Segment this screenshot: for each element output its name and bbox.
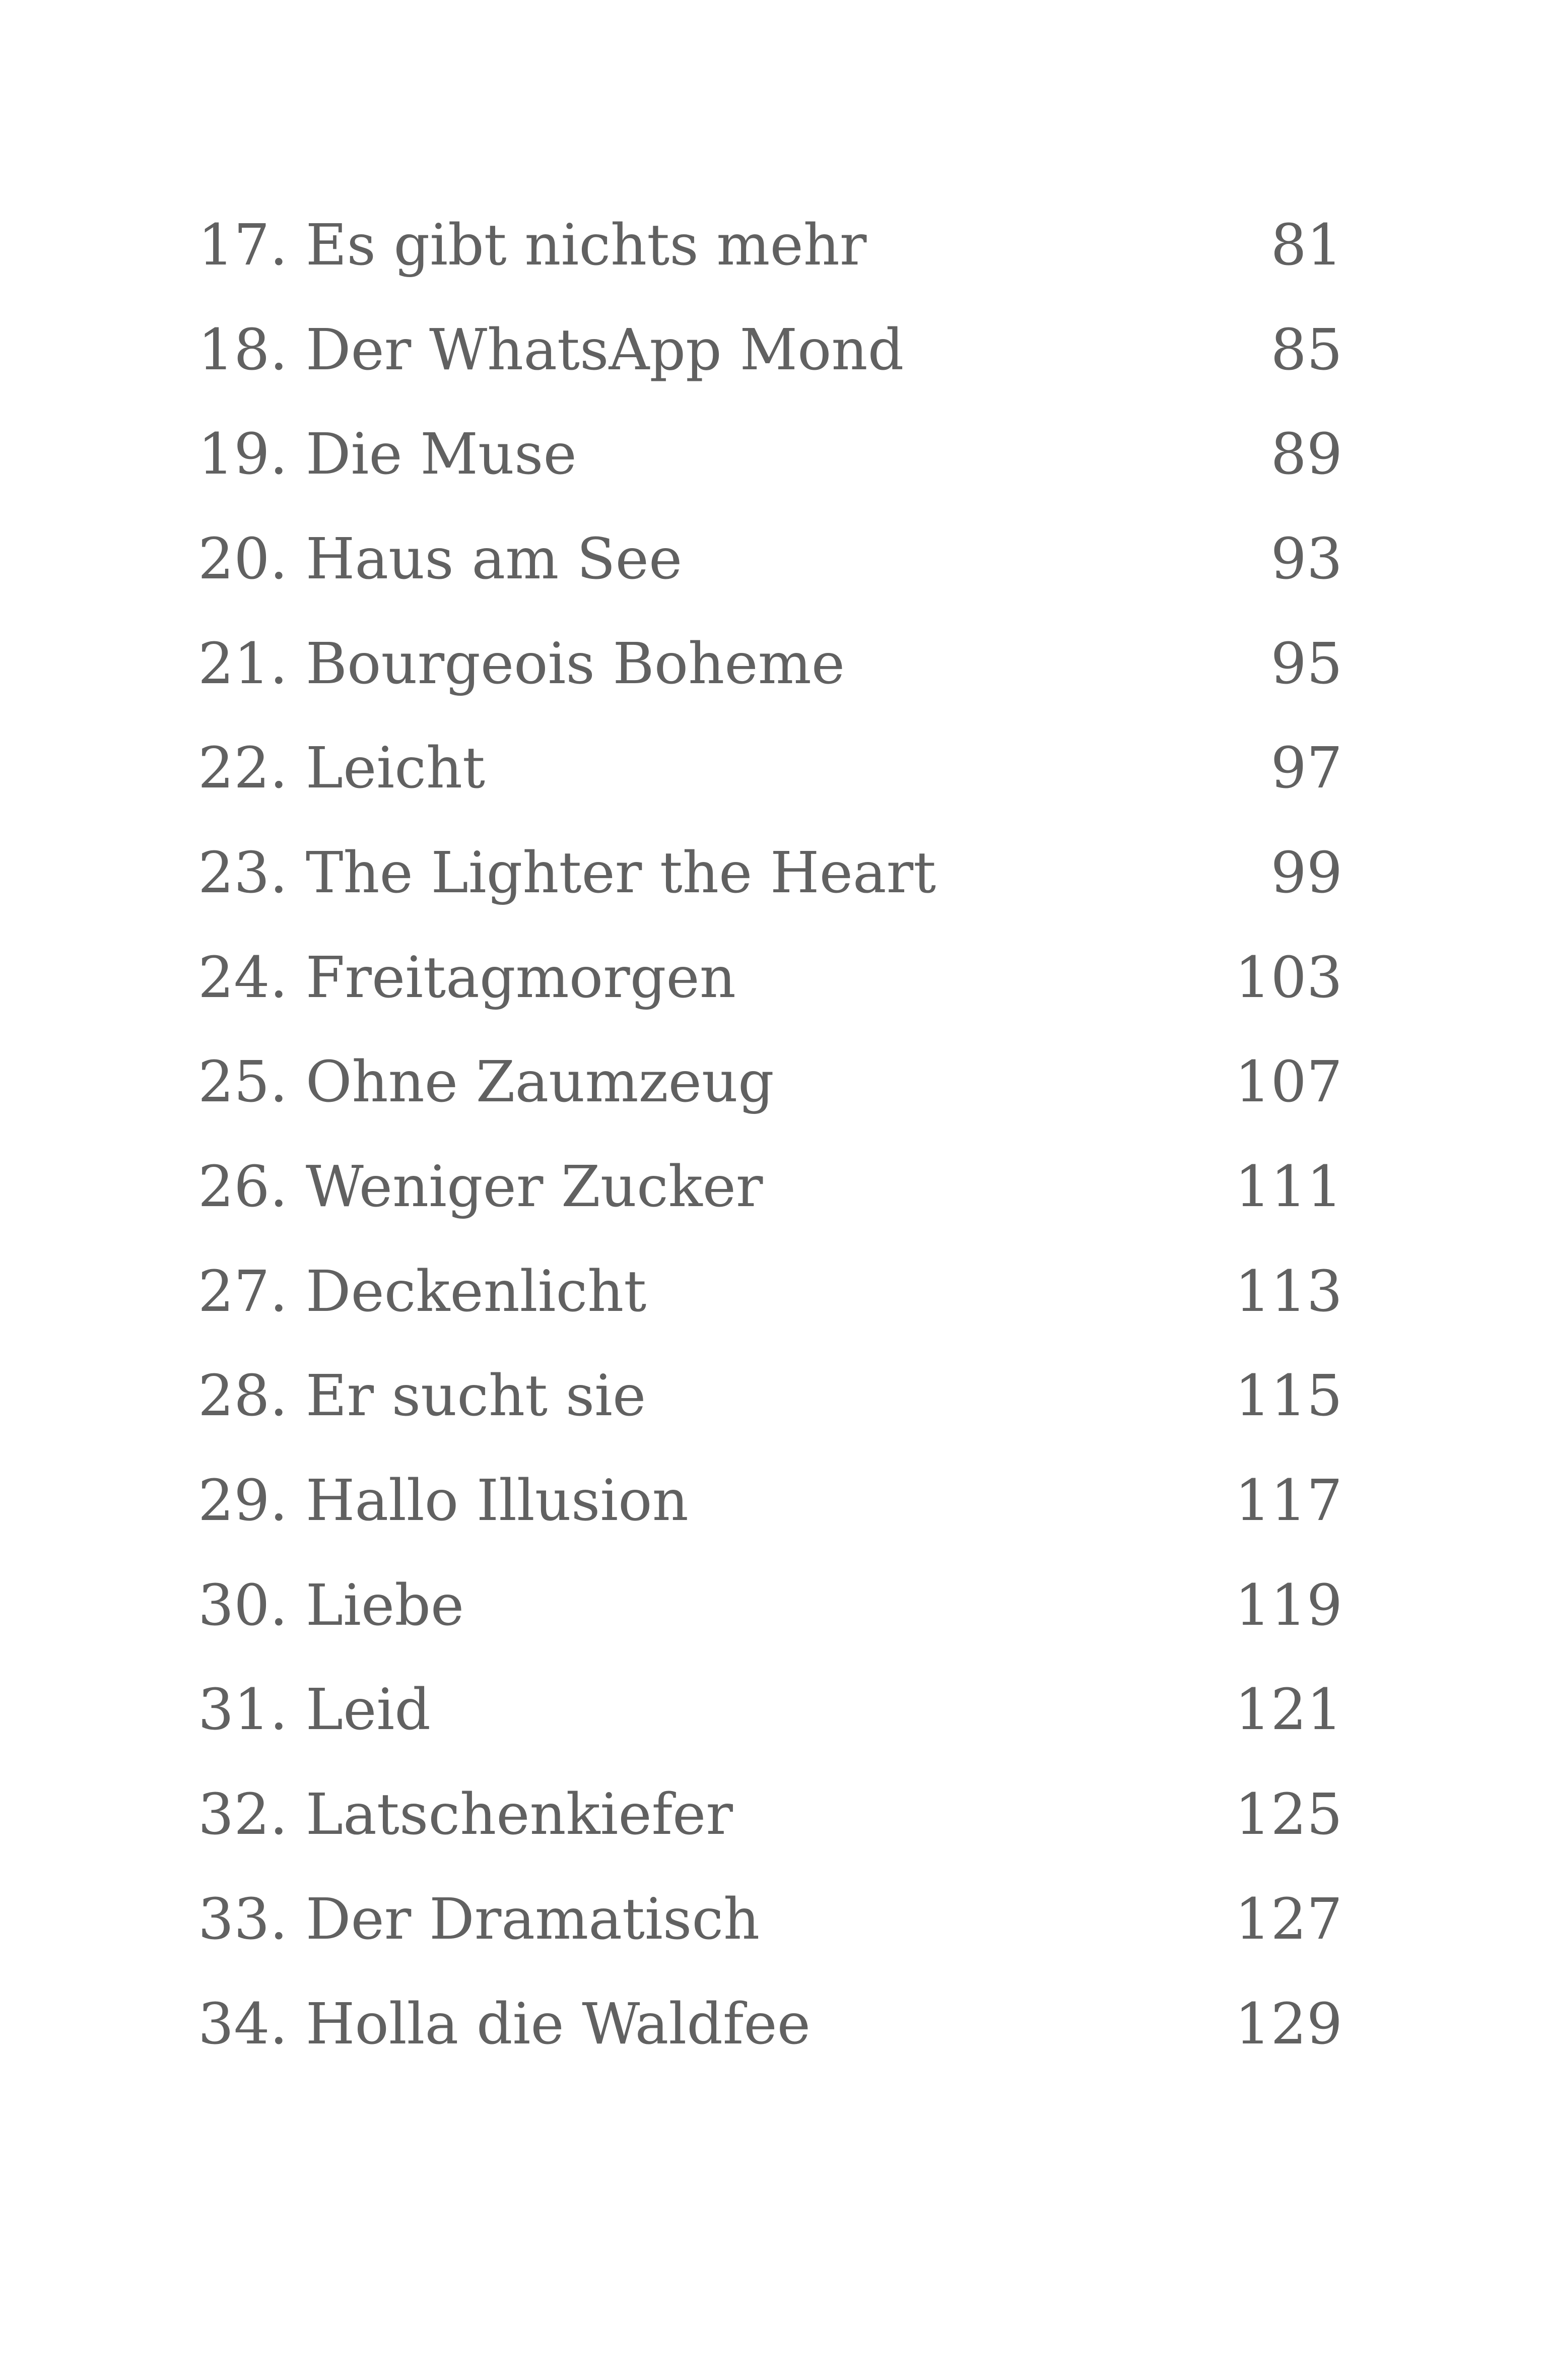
entry-page-number: 129 [1235,1991,1342,2057]
entry-title: 33. Der Dramatisch [198,1886,760,1952]
entry-page-number: 81 [1270,212,1342,278]
entry-title: 34. Holla die Waldfee [198,1991,811,2057]
entry-page-number: 127 [1235,1886,1342,1952]
toc-entry [198,298,1342,403]
entry-title: 25. Ohne Zaumzeug [198,1049,774,1115]
entry-page-number: 89 [1270,422,1342,488]
entry-title: 28. Er sucht sie [198,1363,646,1429]
toc-entry [198,1553,1342,1658]
entry-page-number: 95 [1270,631,1342,697]
toc-entry [198,402,1342,507]
entry-title: 20. Haus am See [198,526,683,592]
toc-entry [198,193,1342,298]
entry-title: 29. Hallo Illusion [198,1468,689,1534]
entry-title: 32. Latschenkiefer [198,1782,733,1848]
entry-page-number: 119 [1235,1572,1342,1638]
toc-entry [198,507,1342,612]
entry-page-number: 113 [1235,1259,1342,1325]
entry-title: 30. Liebe [198,1572,464,1638]
toc-entry [198,612,1342,716]
entry-title: 18. Der WhatsApp Mond [198,317,904,383]
entry-page-number: 85 [1270,317,1342,383]
toc-entry [198,716,1342,821]
toc-entry [198,925,1342,1030]
entry-page-number: 111 [1235,1154,1342,1220]
entry-title: 22. Leicht [198,736,486,802]
toc-entry [198,1972,1342,2077]
toc-entry [198,1135,1342,1239]
toc-entry [198,1448,1342,1553]
toc-entry [198,1344,1342,1449]
toc-entry [198,1658,1342,1763]
toc-entry [198,821,1342,925]
entry-page-number: 115 [1235,1363,1342,1429]
entry-title: 19. Die Muse [198,422,577,488]
entry-title: 27. Deckenlicht [198,1259,647,1325]
toc-entry [198,1762,1342,1867]
entry-title: 23. The Lighter the Heart [198,840,936,906]
entry-title: 26. Weniger Zucker [198,1154,763,1220]
toc-entry [198,1030,1342,1135]
entry-page-number: 99 [1270,840,1342,906]
entry-title: 21. Bourgeois Boheme [198,631,845,697]
entry-page-number: 125 [1235,1782,1342,1848]
entry-page-number: 97 [1270,736,1342,802]
toc-entry [198,1867,1342,1972]
entry-title: 24. Freitagmorgen [198,945,736,1011]
entry-title: 31. Leid [198,1677,431,1743]
entry-page-number: 117 [1235,1468,1342,1534]
entry-page-number: 121 [1235,1677,1342,1743]
entry-page-number: 107 [1235,1049,1342,1115]
entry-page-number: 93 [1270,526,1342,592]
toc-entry [198,1239,1342,1344]
entry-page-number: 103 [1235,945,1342,1011]
entry-title: 17. Es gibt nichts mehr [198,212,867,278]
table-of-contents [198,193,1342,2076]
